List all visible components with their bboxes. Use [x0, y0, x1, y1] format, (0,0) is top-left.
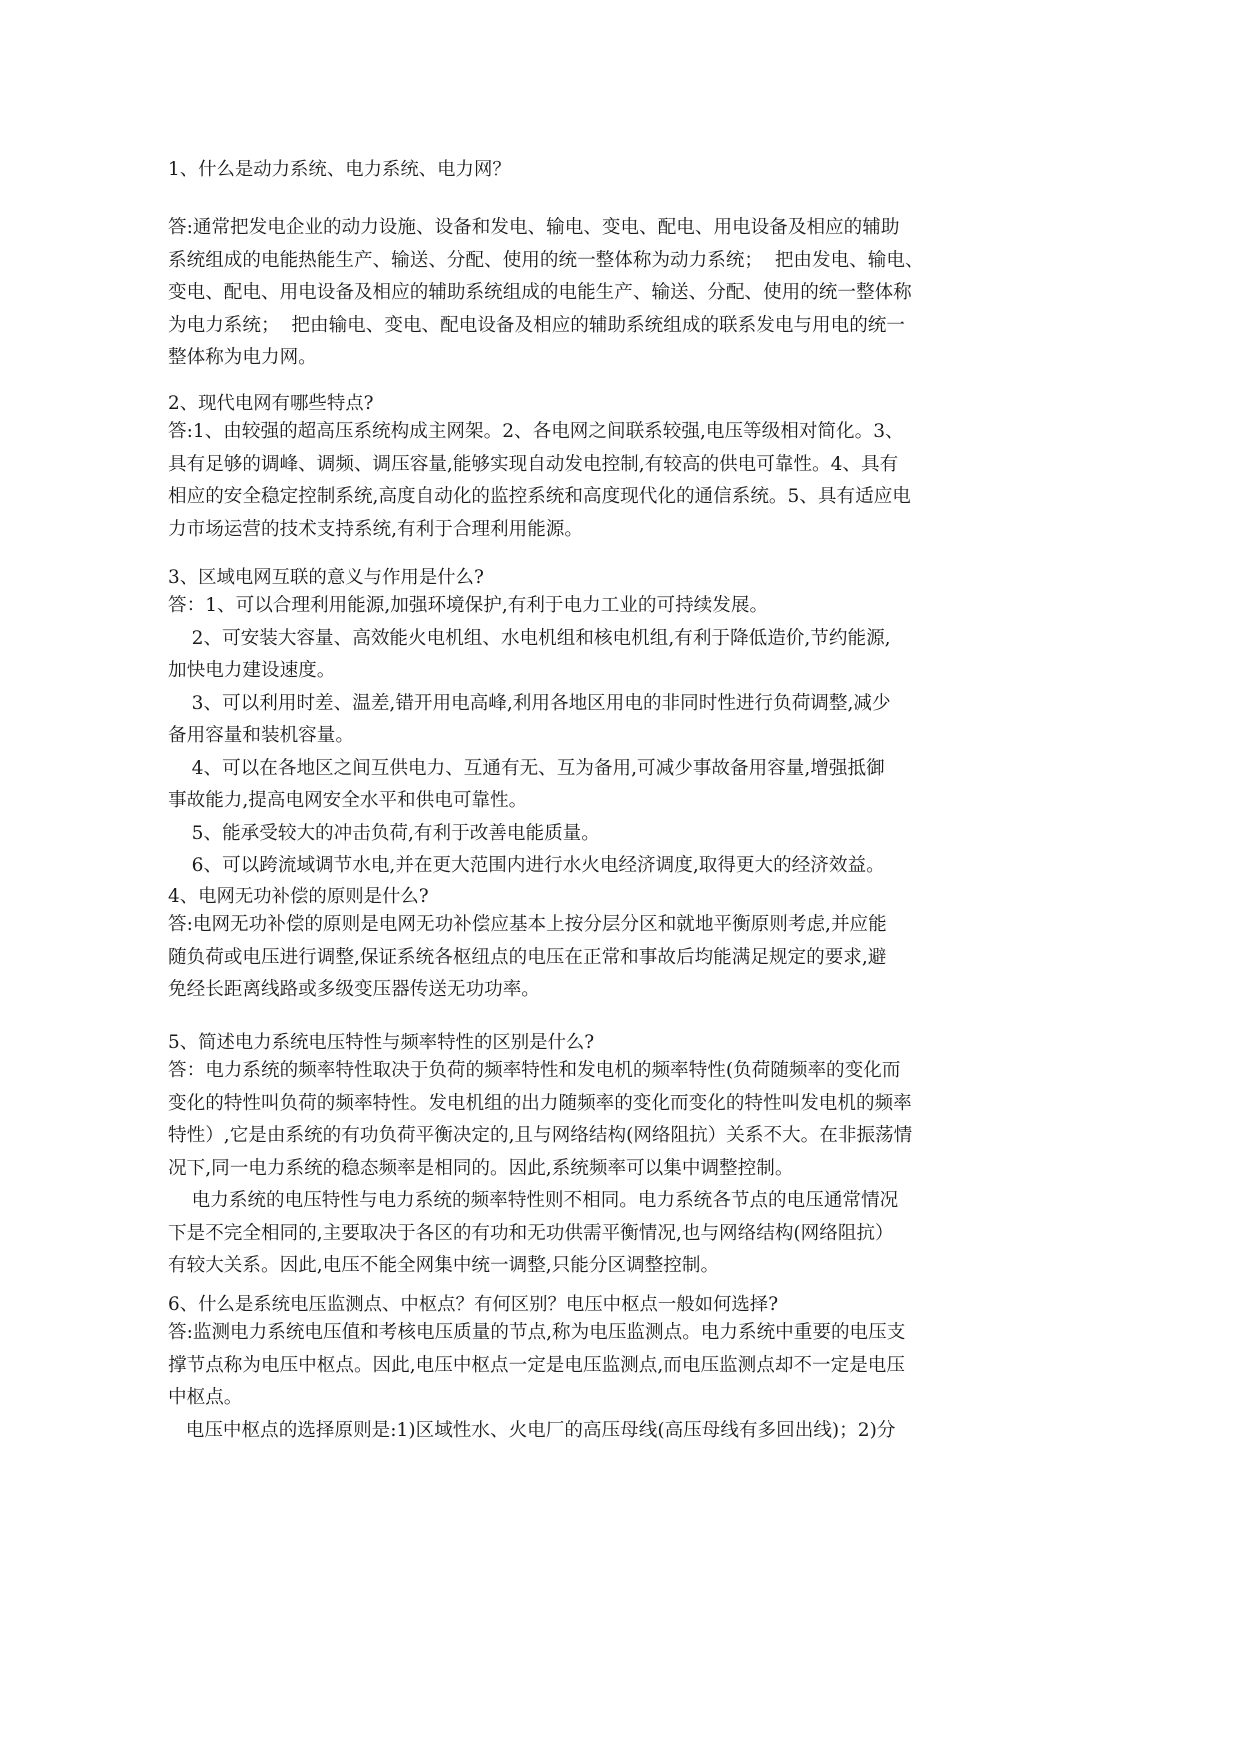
- answer-line: 撑节点称为电压中枢点。因此,电压中枢点一定是电压监测点,而电压监测点却不一定是电压: [168, 1355, 905, 1376]
- answer-line: 变电、配电、用电设备及相应的辅助系统组成的电能生产、输送、分配、使用的统一整体称: [168, 282, 912, 303]
- answer-line: 2、可安装大容量、高效能火电机组、水电机组和核电机组,有利于降低造价,节约能源,: [168, 628, 891, 649]
- question-heading: 1、什么是动力系统、电力系统、电力网？: [168, 159, 511, 180]
- answer-line: 答:通常把发电企业的动力设施、设备和发电、输电、变电、配电、用电设备及相应的辅助: [168, 217, 900, 238]
- answer-line: 整体称为电力网。: [168, 347, 317, 368]
- answer-line: 加快电力建设速度。: [168, 660, 336, 681]
- answer-line: 力市场运营的技术支持系统,有利于合理利用能源。: [168, 519, 583, 540]
- answer-line: 随负荷或电压进行调整,保证系统各枢纽点的电压在正常和事故后均能满足规定的要求,避: [168, 947, 887, 968]
- answer-line: 5、能承受较大的冲击负荷,有利于改善电能质量。: [168, 823, 600, 844]
- answer-line: 6、可以跨流域调节水电,并在更大范围内进行水火电经济调度,取得更大的经济效益。: [168, 855, 885, 876]
- answer-line: 答:电网无功补偿的原则是电网无功补偿应基本上按分层分区和就地平衡原则考虑,并应能: [168, 914, 887, 935]
- question-heading: 5、简述电力系统电压特性与频率特性的区别是什么?: [168, 1032, 595, 1053]
- answer-line: 3、可以利用时差、温差,错开用电高峰,利用各地区用电的非同时性进行负荷调整,减少: [168, 693, 891, 714]
- answer-line: 变化的特性叫负荷的频率特性。发电机组的出力随频率的变化而变化的特性叫发电机的频率: [168, 1093, 912, 1114]
- answer-line: 相应的安全稳定控制系统,高度自动化的监控系统和高度现代化的通信系统。5、具有适应电: [168, 486, 911, 507]
- answer-line: 特性）,它是由系统的有功负荷平衡决定的,且与网络结构(网络阻抗）关系不大。在非振荡情: [168, 1125, 913, 1146]
- question-heading: 3、区域电网互联的意义与作用是什么?: [168, 567, 484, 588]
- question-heading: 2、现代电网有哪些特点?: [168, 393, 374, 414]
- answer-line: 中枢点。: [168, 1387, 243, 1408]
- answer-line: 下是不完全相同的,主要取决于各区的有功和无功供需平衡情况,也与网络结构(网络阻抗）: [168, 1223, 894, 1244]
- answer-line: 答：1、可以合理利用能源,加强环境保护,有利于电力工业的可持续发展。: [168, 595, 769, 616]
- answer-line: 答：电力系统的频率特性取决于负荷的频率特性和发电机的频率特性(负荷随频率的变化而: [168, 1060, 901, 1081]
- answer-line: 备用容量和装机容量。: [168, 725, 354, 746]
- answer-line: 事故能力,提高电网安全水平和供电可靠性。: [168, 790, 528, 811]
- question-heading: 6、什么是系统电压监测点、中枢点？有何区别？电压中枢点一般如何选择?: [168, 1294, 779, 1315]
- answer-line: 答:监测电力系统电压值和考核电压质量的节点,称为电压监测点。电力系统中重要的电压支: [168, 1322, 906, 1343]
- answer-line: 答:1、由较强的超高压系统构成主网架。2、各电网之间联系较强,电压等级相对简化。3、: [168, 421, 904, 442]
- answer-line: 免经长距离线路或多级变压器传送无功功率。: [168, 979, 540, 1000]
- answer-line: 系统组成的电能热能生产、输送、分配、使用的统一整体称为动力系统； 把由发电、输电、: [168, 250, 924, 271]
- answer-line: 为电力系统； 把由输电、变电、配电设备及相应的辅助系统组成的联系发电与用电的统一: [168, 315, 905, 336]
- answer-line: 具有足够的调峰、调频、调压容量,能够实现自动发电控制,有较高的供电可靠性。4、具有: [168, 454, 899, 475]
- answer-line: 4、可以在各地区之间互供电力、互通有无、互为备用,可减少事故备用容量,增强抵御: [168, 758, 885, 779]
- answer-line: 有较大关系。因此,电压不能全网集中统一调整,只能分区调整控制。: [168, 1255, 720, 1276]
- question-heading: 4、电网无功补偿的原则是什么?: [168, 886, 429, 907]
- answer-line: 电压中枢点的选择原则是:1)区域性水、火电厂的高压母线(高压母线有多回出线)；2)分: [168, 1420, 896, 1441]
- answer-line: 况下,同一电力系统的稳态频率是相同的。因此,系统频率可以集中调整控制。: [168, 1158, 794, 1179]
- answer-line: 电力系统的电压特性与电力系统的频率特性则不相同。电力系统各节点的电压通常情况: [168, 1190, 899, 1211]
